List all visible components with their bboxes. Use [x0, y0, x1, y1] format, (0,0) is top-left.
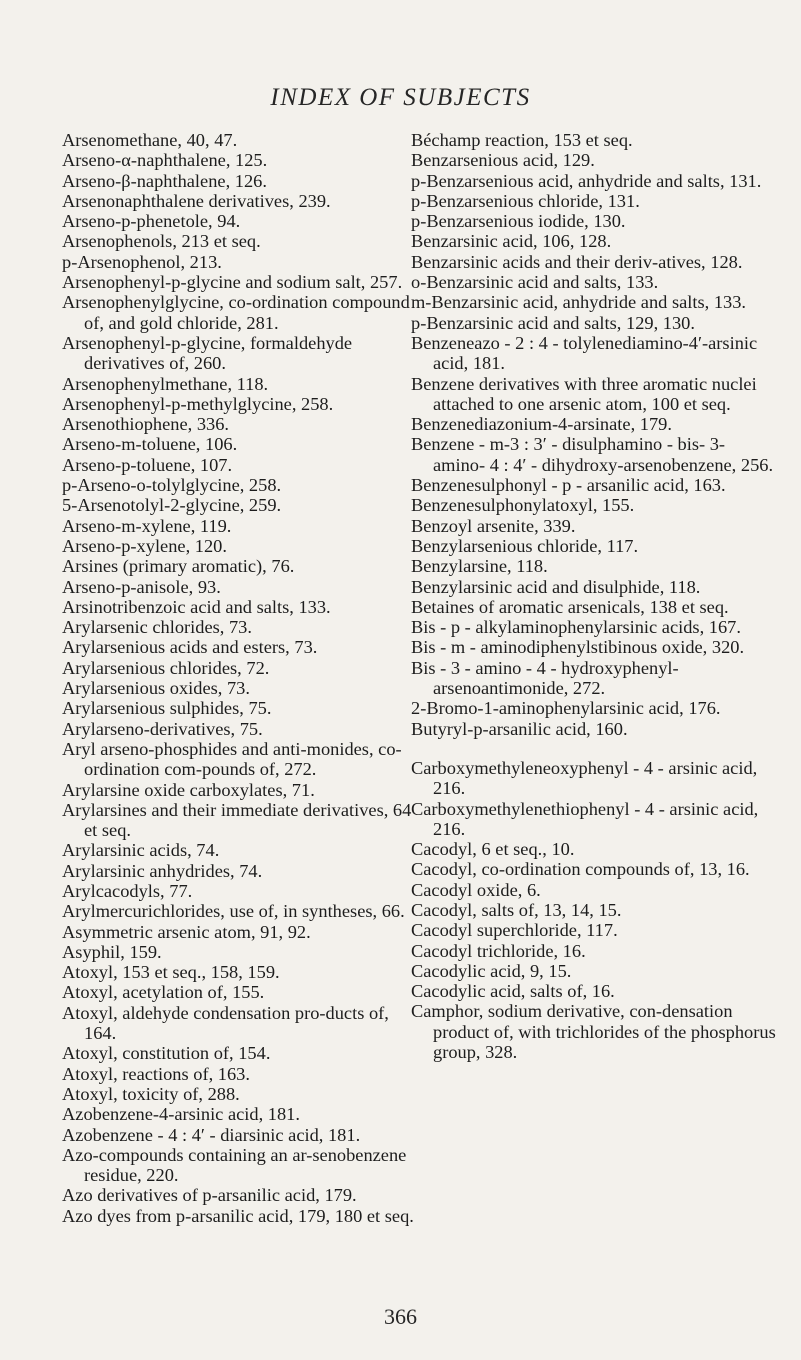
index-entry: Arylarsine oxide carboxylates, 71. — [62, 779, 315, 800]
index-entry: Arylarsenious oxides, 73. — [62, 678, 250, 699]
index-entry: Benzarsinic acid, 106, 128. — [411, 231, 612, 252]
index-entry: Arsenophenylmethane, 118. — [62, 373, 269, 394]
index-entry: Arylarsenic chlorides, 73. — [62, 617, 252, 638]
index-entry: Atoxyl, 153 et seq., 158, 159. — [62, 962, 280, 983]
index-entry: Arylarsinic acids, 74. — [62, 840, 220, 861]
index-entry: m-Benzarsinic acid, anhydride and salts, 133. — [411, 292, 747, 313]
index-column-right — [411, 130, 777, 1062]
index-entry: o-Benzarsinic acid and salts, 133. — [411, 272, 659, 293]
index-entry: Arsenophenols, 213 et seq. — [62, 231, 261, 252]
index-entry: Asyphil, 159. — [62, 941, 162, 962]
page-title: INDEX OF SUBJECTS — [270, 84, 531, 111]
index-entry: Arseno-p-toluene, 107. — [62, 454, 233, 475]
index-entry: Cacodylic acid, salts of, 16. — [411, 981, 615, 1002]
index-entry: Arylarsinic anhydrides, 74. — [62, 860, 263, 881]
index-entry: Arylcacodyls, 77. — [62, 880, 193, 901]
index-entry: Arsenothiophene, 336. — [62, 414, 230, 435]
index-entry: Bis - 3 - amino - 4 - hydroxyphenyl-arsenoantimonide, 272. — [411, 657, 679, 699]
index-entry: Arsinotribenzoic acid and salts, 133. — [62, 596, 331, 617]
index-entry: Azo derivatives of p-arsanilic acid, 179. — [62, 1185, 357, 1206]
index-entry: Benzylarsinic acid and disulphide, 118. — [411, 576, 701, 597]
index-entry: Bis - p - alkylaminophenylarsinic acids, 167. — [411, 617, 741, 638]
index-entry: Benzenediazonium-4-arsinate, 179. — [411, 414, 672, 435]
index-entry: p-Benzarsenious acid, anhydride and salts, 131. — [411, 170, 762, 191]
index-entry: Arseno-p-phenetole, 94. — [62, 211, 241, 232]
index-entry: p-Benzarsenious iodide, 130. — [411, 211, 626, 232]
index-entry: Cacodylic acid, 9, 15. — [411, 960, 572, 981]
index-entry: Camphor, sodium derivative, con-densation product of, with trichlorides of the phosphorus group, 328. — [411, 1001, 776, 1063]
index-entry: Benzenesulphonylatoxyl, 155. — [411, 495, 635, 516]
index-entry: Arylarsenious sulphides, 75. — [62, 698, 272, 719]
index-entry: Benzoyl arsenite, 339. — [411, 515, 576, 536]
index-column-left — [62, 130, 414, 1226]
index-entry: p-Benzarsenious chloride, 131. — [411, 190, 640, 211]
index-entry: Arsenophenyl-p-glycine and sodium salt, 257. — [62, 272, 403, 293]
index-entry: Cacodyl superchloride, 117. — [411, 920, 618, 941]
index-entry: Arylarseno-derivatives, 75. — [62, 718, 263, 739]
index-entry: Arseno-m-xylene, 119. — [62, 515, 232, 536]
index-entry: Benzylarsine, 118. — [411, 556, 548, 577]
index-entry: Benzene - m-3 : 3′ - disulphamino - bis- 3- amino- 4 : 4′ - dihydroxy-arsenobenzene, 256. — [411, 434, 774, 475]
index-entry: Arsenophenylglycine, co-ordination compound of, and gold chloride, 281. — [62, 292, 410, 333]
index-entry: Aryl arseno-phosphides and anti-monides, co-ordination com-pounds of, 272. — [62, 738, 402, 780]
index-entry: Benzenesulphonyl - p - arsanilic acid, 163. — [411, 475, 726, 496]
index-entry: Arseno-β-naphthalene, 126. — [62, 170, 267, 191]
index-entry: Cacodyl oxide, 6. — [411, 879, 541, 900]
index-entry: Atoxyl, acetylation of, 155. — [62, 982, 265, 1003]
index-entry: Arylarsines and their immediate derivatives, 64 et seq. — [62, 799, 412, 841]
index-entry: Benzene derivatives with three aromatic nuclei attached to one arsenic atom, 100 et seq. — [411, 373, 757, 414]
index-entry: Arseno-α-naphthalene, 125. — [62, 150, 268, 171]
index-entry: Arylarsenious acids and esters, 73. — [62, 637, 318, 658]
index-entry: Carboxymethylenethiophenyl - 4 - arsinic acid, 216. — [411, 798, 759, 839]
index-entry: p-Arseno-o-tolylglycine, 258. — [62, 475, 282, 496]
index-entry: Cacodyl, co-ordination compounds of, 13, 16. — [411, 859, 750, 880]
index-entry: Atoxyl, toxicity of, 288. — [62, 1083, 240, 1104]
index-entry: Arsenophenyl-p-glycine, formaldehyde derivatives of, 260. — [62, 332, 353, 374]
index-entry: Arsines (primary aromatic), 76. — [62, 556, 295, 577]
index-entry: Atoxyl, reactions of, 163. — [62, 1063, 250, 1084]
index-entry: Arseno-p-anisole, 93. — [62, 576, 221, 597]
index-entry: Arsenonaphthalene derivatives, 239. — [62, 190, 331, 211]
index-entry: Bis - m - aminodiphenylstibinous oxide, 320. — [411, 637, 745, 658]
index-entry: Arseno-m-toluene, 106. — [62, 434, 238, 455]
index-entry: Azobenzene-4-arsinic acid, 181. — [62, 1104, 300, 1125]
index-entry: Cacodyl, salts of, 13, 14, 15. — [411, 899, 622, 920]
index-entry: Arsenophenyl-p-methylglycine, 258. — [62, 393, 334, 414]
index-entry: 2-Bromo-1-aminophenylarsinic acid, 176. — [411, 698, 721, 719]
index-entry: Cacodyl trichloride, 16. — [411, 940, 586, 961]
section-gap — [411, 739, 777, 758]
index-entry: Azo dyes from p-arsanilic acid, 179, 180 et seq. — [62, 1205, 414, 1226]
page-number: 366 — [384, 1304, 417, 1329]
index-entry: Benzarsenious acid, 129. — [411, 150, 595, 171]
index-entry: Arylmercurichlorides, use of, in syntheses, 66. — [62, 901, 405, 922]
index-entry: Benzarsinic acids and their deriv-atives, 128. — [411, 251, 743, 272]
index-entry: Benzeneazo - 2 : 4 - tolylenediamino-4′-arsinic acid, 181. — [411, 332, 758, 374]
index-entry: Azobenzene - 4 : 4′ - diarsinic acid, 181. — [62, 1124, 361, 1145]
index-entry: Arylarsenious chlorides, 72. — [62, 657, 270, 678]
index-entry: p-Benzarsinic acid and salts, 129, 130. — [411, 312, 695, 333]
index-entry: Arsenomethane, 40, 47. — [62, 130, 238, 150]
index-entry: Béchamp reaction, 153 et seq. — [411, 130, 633, 150]
index-entry: Azo-compounds containing an ar-senobenzene residue, 220. — [62, 1144, 407, 1186]
index-entry: Butyryl-p-arsanilic acid, 160. — [411, 718, 628, 739]
index-entry: Atoxyl, constitution of, 154. — [62, 1043, 271, 1064]
index-entry: 5-Arsenotolyl-2-glycine, 259. — [62, 495, 282, 516]
index-entry: Carboxymethyleneoxyphenyl - 4 - arsinic acid, 216. — [411, 757, 758, 799]
index-entry: Atoxyl, aldehyde condensation pro-ducts of, 164. — [62, 1002, 389, 1044]
index-entry: Benzylarsenious chloride, 117. — [411, 535, 639, 556]
index-entry: Arseno-p-xylene, 120. — [62, 535, 227, 556]
index-entry: p-Arsenophenol, 213. — [62, 251, 222, 272]
index-entry: Asymmetric arsenic atom, 91, 92. — [62, 921, 311, 942]
index-entry: Cacodyl, 6 et seq., 10. — [411, 839, 575, 860]
index-entry: Betaines of aromatic arsenicals, 138 et seq. — [411, 596, 729, 617]
